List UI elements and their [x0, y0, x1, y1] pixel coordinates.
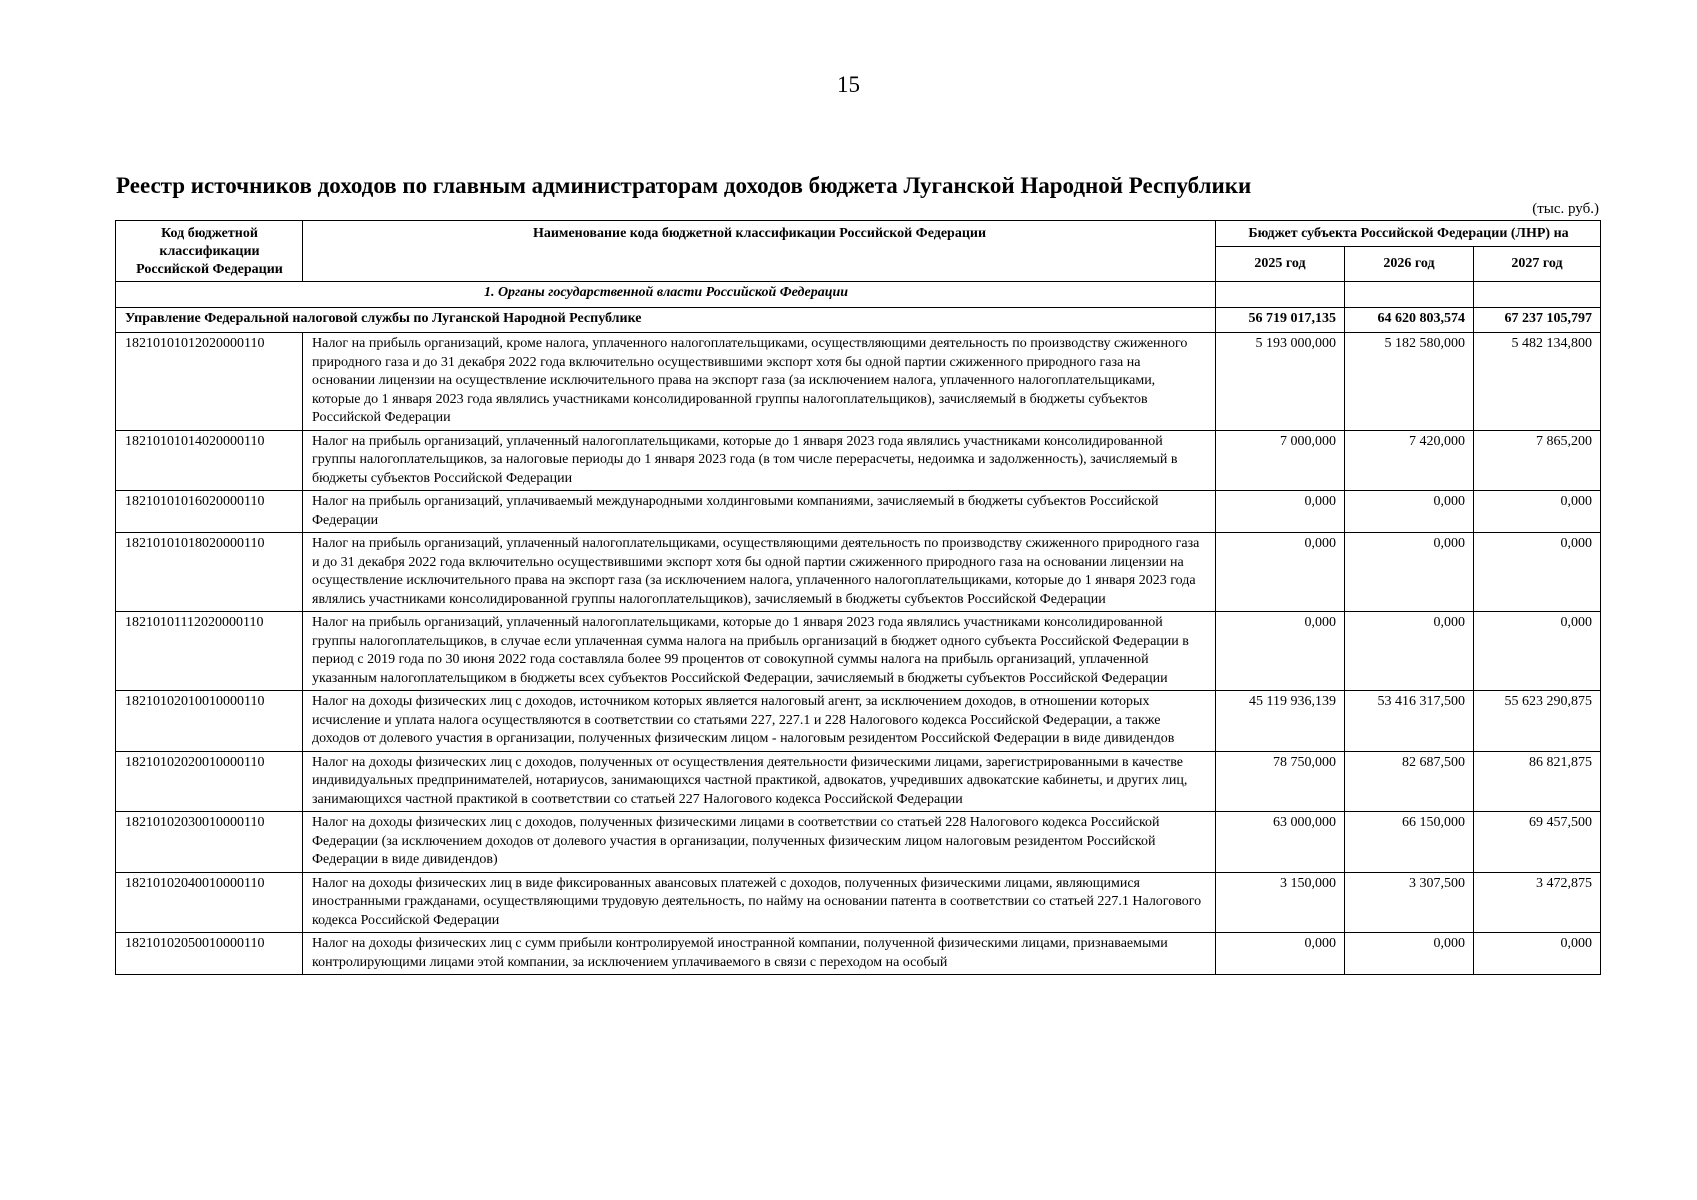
amount-2025: 0,000 [1216, 933, 1345, 975]
administrator-total-2025: 56 719 017,135 [1216, 308, 1345, 333]
amount-2026: 0,000 [1345, 491, 1474, 533]
table-row [116, 691, 1601, 752]
kbk-code: 18210101112020000110 [116, 612, 303, 691]
amount-2026: 0,000 [1345, 933, 1474, 975]
amount-2026: 0,000 [1345, 533, 1474, 612]
kbk-code: 18210102030010000110 [116, 812, 303, 873]
kbk-code: 18210102010010000110 [116, 691, 303, 752]
revenue-registry-table [115, 220, 1601, 975]
revenue-name: Налог на доходы физических лиц с сумм прибыли контролируемой иностранной компании, полученной физическими лицами, признаваемыми контролирующими лицами этой компании, за исключением уплачиваемого в связи с переходом на особый [303, 933, 1216, 975]
table-row [116, 933, 1601, 975]
amount-2027: 55 623 290,875 [1474, 691, 1601, 752]
section-cell-2027 [1474, 282, 1601, 308]
revenue-name: Налог на доходы физических лиц в виде фиксированных авансовых платежей с доходов, полученных физическими лицами, являющимися иностранными гражданами, осуществляющими трудовую деятельность, по найму на основании патента в соответствии со статьей 227.1 Налогового кодекса Российской Федерации [303, 872, 1216, 933]
header-year-2026: 2026 год [1345, 247, 1474, 282]
header-budget: Бюджет субъекта Российской Федерации (ЛНР) на [1216, 221, 1601, 247]
amount-2027: 7 865,200 [1474, 430, 1601, 491]
amount-2026: 3 307,500 [1345, 872, 1474, 933]
revenue-name: Налог на прибыль организаций, уплаченный налогоплательщиками, которые до 1 января 2023 года являлись участниками консолидированной группы налогоплательщиков, за налоговые периоды до 1 января 2023 года (в том числе перерасчеты, недоимка и задолженность), зачисляемый в бюджеты субъектов Российской Федерации [303, 430, 1216, 491]
amount-2027: 69 457,500 [1474, 812, 1601, 873]
amount-2027: 0,000 [1474, 933, 1601, 975]
section-row [116, 282, 1601, 308]
header-name: Наименование кода бюджетной классификации Российской Федерации [303, 221, 1216, 282]
amount-2025: 0,000 [1216, 533, 1345, 612]
amount-2027: 5 482 134,800 [1474, 333, 1601, 431]
header-year-2027: 2027 год [1474, 247, 1601, 282]
administrator-name: Управление Федеральной налоговой службы по Луганской Народной Республике [116, 308, 1216, 333]
amount-2026: 82 687,500 [1345, 751, 1474, 812]
revenue-name: Налог на прибыль организаций, уплачиваемый международными холдинговыми компаниями, зачисляемый в бюджеты субъектов Российской Федерации [303, 491, 1216, 533]
kbk-code: 18210102050010000110 [116, 933, 303, 975]
table-row [116, 491, 1601, 533]
amount-2027: 0,000 [1474, 491, 1601, 533]
kbk-code: 18210101018020000110 [116, 533, 303, 612]
kbk-code: 18210101016020000110 [116, 491, 303, 533]
revenue-name: Налог на прибыль организаций, уплаченный налогоплательщиками, осуществляющими деятельность по производству сжиженного природного газа и до 31 декабря 2022 года включительно осуществившими экспорт хотя бы одной партии сжиженного природного газа на основании лицензии на осуществление исключительного права на экспорт газа (за исключением налога, уплаченного налогоплательщиками, которые до 1 января 2023 года являлись участниками консолидированной группы налогоплательщиков), зачисляемый в бюджеты субъектов Российской Федерации [303, 533, 1216, 612]
table-row [116, 812, 1601, 873]
amount-2025: 78 750,000 [1216, 751, 1345, 812]
amount-2026: 66 150,000 [1345, 812, 1474, 873]
amount-2025: 0,000 [1216, 612, 1345, 691]
administrator-row [116, 308, 1601, 333]
revenue-name: Налог на прибыль организаций, уплаченный налогоплательщиками, которые до 1 января 2023 года являлись участниками консолидированной группы налогоплательщиков, в случае если уплаченная сумма налога на прибыль организаций в бюджет одного субъекта Российской Федерации в период с 2019 года по 30 июня 2022 года составляла более 99 процентов от совокупной суммы налога на прибыль организаций, уплаченной указанным налогоплательщиком в бюджеты всех субъектов Российской Федерации, зачисляемый в бюджеты субъектов Российской Федерации [303, 612, 1216, 691]
table-row [116, 872, 1601, 933]
amount-2027: 0,000 [1474, 612, 1601, 691]
amount-2026: 7 420,000 [1345, 430, 1474, 491]
units-label: (тыс. руб.) [1532, 201, 1599, 217]
registry-body [116, 282, 1601, 975]
amount-2026: 5 182 580,000 [1345, 333, 1474, 431]
document-title: Реестр источников доходов по главным администраторам доходов бюджета Луганской Народной Республики [116, 173, 1252, 198]
table-row [116, 612, 1601, 691]
amount-2025: 5 193 000,000 [1216, 333, 1345, 431]
kbk-code: 18210101012020000110 [116, 333, 303, 431]
header-code: Код бюджетной классификации Российской Федерации [116, 221, 303, 282]
revenue-name: Налог на доходы физических лиц с доходов, источником которых является налоговый агент, за исключением доходов, в отношении которых исчисление и уплата налога осуществляются в соответствии со статьями 227, 227.1 и 228 Налогового кодекса Российской Федерации, а также доходов от долевого участия в организации, полученных физическим лицом - налоговым резидентом Российской Федерации в виде дивидендов [303, 691, 1216, 752]
amount-2025: 7 000,000 [1216, 430, 1345, 491]
page-number: 15 [837, 72, 860, 97]
kbk-code: 18210102040010000110 [116, 872, 303, 933]
table-row [116, 333, 1601, 431]
section-title: 1. Органы государственной власти Российской Федерации [116, 282, 1216, 308]
administrator-total-2026: 64 620 803,574 [1345, 308, 1474, 333]
section-cell-2025 [1216, 282, 1345, 308]
amount-2026: 0,000 [1345, 612, 1474, 691]
amount-2027: 3 472,875 [1474, 872, 1601, 933]
amount-2025: 63 000,000 [1216, 812, 1345, 873]
table-row [116, 533, 1601, 612]
section-cell-2026 [1345, 282, 1474, 308]
amount-2026: 53 416 317,500 [1345, 691, 1474, 752]
table-row [116, 751, 1601, 812]
administrator-total-2027: 67 237 105,797 [1474, 308, 1601, 333]
amount-2027: 86 821,875 [1474, 751, 1601, 812]
amount-2025: 45 119 936,139 [1216, 691, 1345, 752]
revenue-name: Налог на доходы физических лиц с доходов, полученных от осуществления деятельности физическими лицами, зарегистрированными в качестве индивидуальных предпринимателей, нотариусов, занимающихся частной практикой, адвокатов, учредивших адвокатские кабинеты, и других лиц, занимающихся частной практикой в соответствии со статьей 227 Налогового кодекса Российской Федерации [303, 751, 1216, 812]
header-year-2025: 2025 год [1216, 247, 1345, 282]
amount-2025: 3 150,000 [1216, 872, 1345, 933]
revenue-name: Налог на доходы физических лиц с доходов, полученных физическими лицами в соответствии со статьей 228 Налогового кодекса Российской Федерации (за исключением доходов от долевого участия в организации, полученных физическим лицом налоговым резидентом Российской Федерации в виде дивидендов) [303, 812, 1216, 873]
amount-2027: 0,000 [1474, 533, 1601, 612]
kbk-code: 18210101014020000110 [116, 430, 303, 491]
kbk-code: 18210102020010000110 [116, 751, 303, 812]
amount-2025: 0,000 [1216, 491, 1345, 533]
table-row [116, 430, 1601, 491]
revenue-name: Налог на прибыль организаций, кроме налога, уплаченного налогоплательщиками, осуществляющими деятельность по производству сжиженного природного газа и до 31 декабря 2022 года включительно осуществившими экспорт хотя бы одной партии сжиженного природного газа на основании лицензии на осуществление исключительного права на экспорт газа (за исключением налога, уплаченного налогоплательщиками, которые до 1 января 2023 года являлись участниками консолидированной группы налогоплательщиков), зачисляемый в бюджеты субъектов Российской Федерации [303, 333, 1216, 431]
